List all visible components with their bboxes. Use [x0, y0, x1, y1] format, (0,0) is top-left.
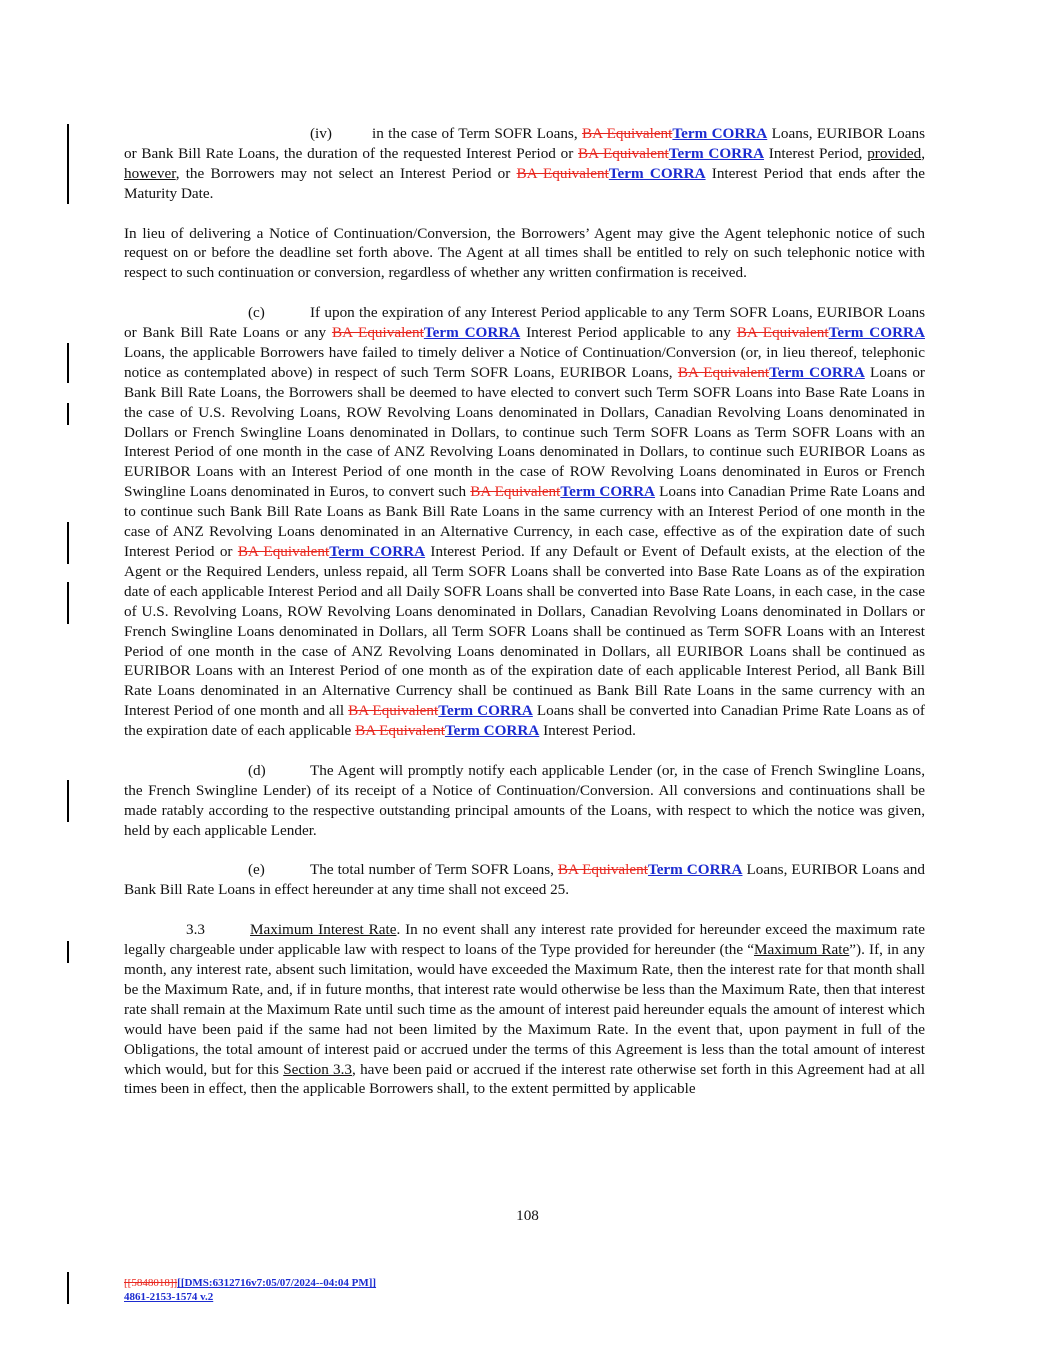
section-number: 3.3 — [186, 921, 205, 939]
change-bar — [67, 1272, 69, 1304]
inserted-text: Term CORRA — [769, 363, 865, 381]
section-heading: Maximum Interest Rate — [250, 921, 397, 939]
deleted-text: BA Equivalent — [355, 722, 445, 740]
inserted-text: Term CORRA — [608, 164, 706, 182]
paragraph-label: (iv) — [310, 125, 332, 142]
paragraph-e: (e) The total number of Term SOFR Loans, BA EquivalentTerm CORRA Loans, EURIBOR Loans and Bank Bill Rate Loans in effect hereunder at any time shall not exceed 25. — [124, 861, 925, 899]
page-number: 108 — [516, 1207, 539, 1224]
paragraph-c: (c) If upon the expiration of any Interest Period applicable to any Term SOFR Loans, EURIBOR Loans or Bank Bill Rate Loans or any BA EquivalentTerm CORRA Interest Period applicable to any BA EquivalentTerm CORRA Loans, the applicable Borrowers have failed to timely deliver a Notice of Continuation/Conversion (or, in lieu thereof, telephonic notice as contemplated above) in respect of such Term SOFR Loans, EURIBOR Loans, BA EquivalentTerm CORRA Loans or Bank Bill Rate Loans, the Borrowers shall be deemed to have elected to convert such Term SOFR Loans into Base Rate Loans in the case of U.S. Revolving Loans, ROW Revolving Loans denominated in Dollars, Canadian Revolving Loans denominated in Dollars or French Swingline Loans denominated in Dollars, to continue such Term SOFR Loans as Term SOFR Loans with an Interest Period of one month in the case of ANZ Revolving Loans denominated in Dollars, to continue such EURIBOR Loans as EURIBOR Loans with an Interest Period of one month in the case of ROW Revolving Loans denominated in Euros or French Swingline Loans denominated in Euros, to convert such BA EquivalentTerm CORRA Loans into Canadian Prime Rate Loans and to continue such Bank Bill Rate Loans as Bank Bill Rate Loans in the same currency with an Interest Period of one month in the case of ANZ Revolving Loans denominated in an Alternative Currency, in each case, effective as of the expiration date of such Interest Period or BA EquivalentTerm CORRA Interest Period. If any Default or Event of Default exists, at the election of the Agent or the Required Lenders, unless repaid, all Term SOFR Loans shall be converted into Base Rate Loans as of the expiration date of each applicable Interest Period and all Daily SOFR Loans shall be converted into Base Rate Loans, in each case, in the case of U.S. Revolving Loans, ROW Revolving Loans denominated in Dollars, Canadian Revolving Loans denominated in Dollars or French Swingline Loans denominated in Dollars, all Term SOFR Loans shall be continued as Term SOFR Loans with an Interest Period of one month in the case of ANZ Revolving Loans denominated in Dollars, all EURIBOR Loans shall be continued as EURIBOR Loans with an Interest Period of one month as of the expiration date of each applicable Interest Period, all Bank Bill Rate Loans denominated in an Alternative Currency shall be continued as Bank Bill Rate Loans in the same currency with an Interest Period of one month and all BA EquivalentTerm CORRA Loans shall be converted into Canadian Prime Rate Loans as of the expiration date of each applicable BA EquivalentTerm CORRA Interest Period. — [124, 304, 926, 740]
inserted-doc-id: [[DMS:6312716v7:05/07/2024--04:04 PM]] — [177, 1277, 377, 1289]
deleted-text: BA Equivalent — [331, 324, 424, 342]
document-body — [124, 124, 925, 1119]
paragraph-iv: (iv) in the case of Term SOFR Loans, BA EquivalentTerm CORRA Loans, EURIBOR Loans or Bank Bill Rate Loans, the duration of the requested Interest Period or BA EquivalentTerm CORRA Interest Period, provided, however, the Borrowers may not select an Interest Period or BA EquivalentTerm CORRA Interest Period that ends after the Maturity Date. — [124, 125, 925, 202]
paragraph-label: (c) — [248, 304, 265, 322]
change-bar — [67, 403, 69, 425]
paragraph-lieu: In lieu of delivering a Notice of Continuation/Conversion, the Borrowers’ Agent may give the Agent telephonic notice of such request on or before the deadline set forth above. The Agent at all times shall be entitled to rely on such telephonic notice with respect to such continuation or conversion, regardless of whether any written confirmation is received. — [124, 224, 925, 282]
change-bar — [67, 343, 69, 383]
footer-doc-id — [124, 1276, 376, 1290]
deleted-text: BA Equivalent — [470, 483, 561, 501]
change-bar — [67, 582, 69, 624]
inserted-text: Term CORRA — [423, 324, 521, 342]
deleted-text: BA Equivalent — [577, 144, 669, 162]
deleted-doc-id: [[5848018]] — [124, 1277, 178, 1289]
section-3-3: 3.3 Maximum Interest Rate. In no event shall any interest rate provided for hereunder exceed the maximum rate legally chargeable under applicable law with respect to loans of the Type provided for hereunder (the “Maximum Rate”). If, in any month, any interest rate, absent such limitation, would have exceeded the Maximum Rate, then the interest rate for that month shall be the Maximum Rate, and, if in future months, that interest rate would otherwise be less than the Maximum Rate, then that interest rate shall remain at the Maximum Rate until such time as the amount of interest paid hereunder equals the amount of interest which would have been paid if the same had not been limited by the Maximum Rate. In the event that, upon payment in full of the Obligations, the total amount of interest paid or accrued under the terms of this Agreement is less than the total amount of interest which would, but for this Section 3.3, have been paid or accrued if the interest rate otherwise set forth in this Agreement had at all times been in effect, then the applicable Borrowers shall, to the extent permitted by applicable — [124, 921, 925, 1098]
change-bar — [67, 124, 69, 204]
footer-doc-number: 4861-2153-1574 v.2 — [124, 1291, 214, 1303]
inserted-text: Term CORRA — [444, 722, 540, 740]
deleted-text: BA Equivalent — [237, 543, 330, 560]
deleted-text: BA Equivalent — [516, 164, 609, 182]
paragraph-label: (e) — [248, 861, 265, 879]
deleted-text: BA Equivalent — [677, 363, 770, 381]
paragraph-d: (d) The Agent will promptly notify each applicable Lender (or, in the case of French Swingline Loans, the French Swingline Lender) of its receipt of a Notice of Continuation/Conversion. All conversions and continuations shall be made ratably according to the respective outstanding principal amounts of the Loans, with respect to which the notice was given, held by each applicable Lender. — [124, 761, 925, 839]
inserted-text: Term CORRA — [438, 702, 533, 720]
change-bar — [67, 941, 69, 963]
defined-term: Maximum Rate — [753, 941, 850, 959]
deleted-text: BA Equivalent — [557, 861, 648, 879]
underlined-term: provided — [867, 144, 922, 162]
section-cross-reference[interactable]: Section 3.3 — [283, 1060, 353, 1078]
paragraph-label: (d) — [248, 761, 266, 779]
inserted-text: Term CORRA — [647, 861, 743, 879]
deleted-text: BA Equivalent — [736, 324, 829, 342]
change-bar — [67, 522, 69, 564]
inserted-text: Term CORRA — [329, 543, 426, 560]
deleted-text: BA Equivalent — [348, 702, 439, 720]
deleted-text: BA Equivalent — [581, 125, 673, 142]
inserted-text: Term CORRA — [560, 483, 656, 501]
document-footer — [124, 1276, 376, 1304]
underlined-term: however — [124, 164, 176, 182]
inserted-text: Term CORRA — [672, 125, 768, 142]
inserted-text: Term CORRA — [668, 144, 765, 162]
change-bar — [67, 780, 69, 822]
inserted-text: Term CORRA — [828, 324, 925, 342]
